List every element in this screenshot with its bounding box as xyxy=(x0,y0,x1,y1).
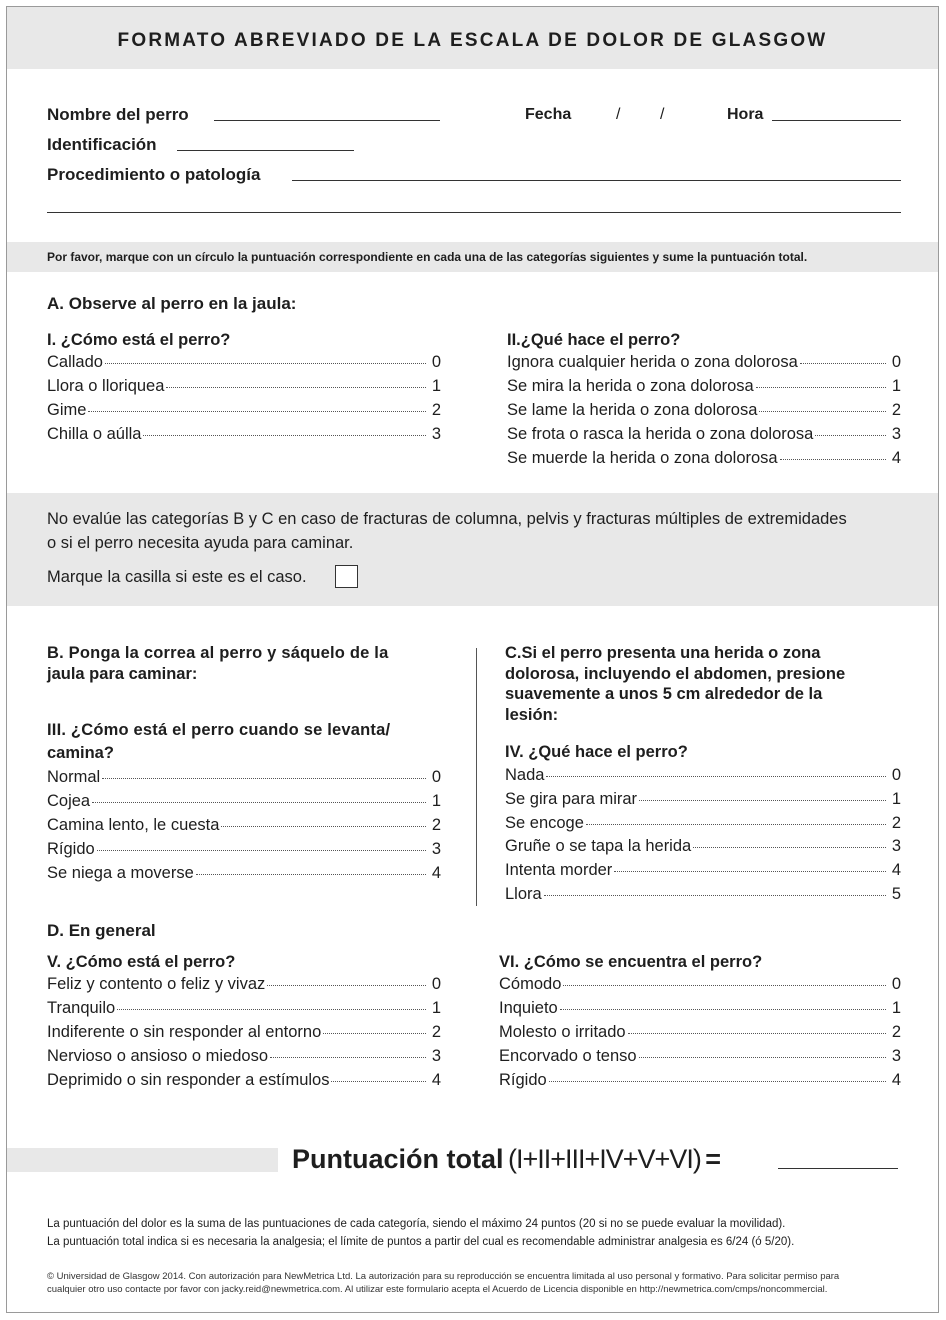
column-divider xyxy=(476,648,477,906)
list-item[interactable]: Cómodo 0 xyxy=(499,975,901,993)
q1-title: I. ¿Cómo está el perro? xyxy=(47,331,231,349)
list-item[interactable]: Se mira la herida o zona dolorosa 1 xyxy=(507,377,901,395)
list-item[interactable]: Rígido 4 xyxy=(499,1071,901,1089)
total-field[interactable] xyxy=(778,1168,898,1169)
list-item[interactable]: Camina lento, le cuesta 2 xyxy=(47,816,441,834)
section-c-title-line2: dolorosa, incluyendo el abdomen, presione xyxy=(505,665,846,683)
list-item[interactable]: Nada 0 xyxy=(505,766,901,784)
section-d-title: D. En general xyxy=(47,921,156,940)
date-label: Fecha xyxy=(525,106,572,123)
exclusion-note-line1: No evalúe las categorías B y C en caso de fracturas de columna, pelvis y fracturas múltiples de extremidades xyxy=(47,510,847,528)
section-c-title-line4: lesión: xyxy=(505,706,559,724)
footer-note-1: La puntuación del dolor es la suma de las puntuaciones de cada categoría, siendo el máximo 24 puntos (20 si no se puede evaluar la movilidad). xyxy=(47,1218,786,1230)
form-title: FORMATO ABREVIADO DE LA ESCALA DE DOLOR DE GLASGOW xyxy=(117,30,828,51)
procedure-field[interactable] xyxy=(292,180,901,181)
q3-title-line2: camina? xyxy=(47,744,114,762)
exclusion-checkbox[interactable] xyxy=(335,565,358,588)
total-band xyxy=(7,1148,278,1172)
q4-title: IV. ¿Qué hace el perro? xyxy=(505,743,688,761)
list-item[interactable]: Gruñe o se tapa la herida 3 xyxy=(505,837,901,855)
list-item[interactable]: Intenta morder 4 xyxy=(505,861,901,879)
q5-title: V. ¿Cómo está el perro? xyxy=(47,953,236,971)
total-equals: = xyxy=(705,1144,722,1174)
list-item[interactable]: Se encoge 2 xyxy=(505,814,901,832)
q6-title: VI. ¿Cómo se encuentra el perro? xyxy=(499,953,763,971)
dog-name-label: Nombre del perro xyxy=(47,105,189,124)
section-c-title: C.Si el perro presenta una herida o zona xyxy=(505,644,821,662)
id-field[interactable] xyxy=(177,150,354,151)
time-label: Hora xyxy=(727,106,764,123)
list-item[interactable]: Normal 0 xyxy=(47,768,441,786)
list-item[interactable]: Gime 2 xyxy=(47,401,441,419)
list-item[interactable]: Cojea 1 xyxy=(47,792,441,810)
time-field[interactable] xyxy=(772,120,901,121)
total-formula: (I+II+III+IV+V+VI) xyxy=(507,1144,701,1174)
q3-title: III. ¿Cómo está el perro cuando se levanta/ xyxy=(47,721,391,739)
footer-note-2: La puntuación total indica si es necesaria la analgesia; el límite de puntos a partir del cual es recomendable administrar analgesia es 6/24 (ó 5/20). xyxy=(47,1236,795,1248)
id-label: Identificación xyxy=(47,135,157,154)
copyright-line-2: cualquier otro uso contacte por favor con jacky.reid@newmetrica.com. Al utilizar este formulario acepta el Acuerdo de Licencia disponible en http://newmetrica.com/cmps/noncommercial. xyxy=(47,1284,828,1295)
list-item[interactable]: Ignora cualquier herida o zona dolorosa 0 xyxy=(507,353,901,371)
list-item[interactable]: Llora 5 xyxy=(505,885,901,903)
list-item[interactable]: Se gira para mirar 1 xyxy=(505,790,901,808)
list-item[interactable]: Nervioso o ansioso o miedoso 3 xyxy=(47,1047,441,1065)
date-separator: / xyxy=(616,106,621,123)
section-b-title-line2: jaula para caminar: xyxy=(47,665,198,683)
dog-name-field[interactable] xyxy=(214,120,440,121)
list-item[interactable]: Se frota o rasca la herida o zona dolorosa 3 xyxy=(507,425,901,443)
instructions: Por favor, marque con un círculo la puntuación correspondiente en cada una de las categorías siguientes y sume la puntuación total. xyxy=(47,250,808,264)
section-a-title: A. Observe al perro en la jaula: xyxy=(47,294,297,313)
list-item[interactable]: Feliz y contento o feliz y vivaz 0 xyxy=(47,975,441,993)
exclusion-checkbox-label: Marque la casilla si este es el caso. xyxy=(47,568,307,586)
q2-title: II.¿Qué hace el perro? xyxy=(507,331,681,349)
section-c-title-line3: suavemente a unos 5 cm alrededor de la xyxy=(505,685,823,703)
list-item[interactable]: Se niega a moverse 4 xyxy=(47,864,441,882)
list-item[interactable]: Callado 0 xyxy=(47,353,441,371)
exclusion-note-line2: o si el perro necesita ayuda para caminar. xyxy=(47,534,354,552)
list-item[interactable]: Inquieto 1 xyxy=(499,999,901,1017)
copyright-line-1: © Universidad de Glasgow 2014. Con autorización para NewMetrica Ltd. La autorización para su reproducción se encuentra limitada al uso personal y formativo. Para solicitar permiso para xyxy=(47,1271,840,1282)
list-item[interactable]: Indiferente o sin responder al entorno 2 xyxy=(47,1023,441,1041)
date-separator: / xyxy=(660,106,665,123)
list-item[interactable]: Llora o lloriquea 1 xyxy=(47,377,441,395)
section-b-title: B. Ponga la correa al perro y sáquelo de la xyxy=(47,644,389,662)
procedure-field-line2[interactable] xyxy=(47,212,901,213)
list-item[interactable]: Se lame la herida o zona dolorosa 2 xyxy=(507,401,901,419)
total-label: Puntuación total xyxy=(292,1144,504,1174)
list-item[interactable]: Chilla o aúlla 3 xyxy=(47,425,441,443)
list-item[interactable]: Rígido 3 xyxy=(47,840,441,858)
list-item[interactable]: Deprimido o sin responder a estímulos 4 xyxy=(47,1071,441,1089)
list-item[interactable]: Se muerde la herida o zona dolorosa 4 xyxy=(507,449,901,467)
total-score xyxy=(292,1144,721,1175)
procedure-label: Procedimiento o patología xyxy=(47,165,261,184)
list-item[interactable]: Molesto o irritado 2 xyxy=(499,1023,901,1041)
list-item[interactable]: Encorvado o tenso 3 xyxy=(499,1047,901,1065)
list-item[interactable]: Tranquilo 1 xyxy=(47,999,441,1017)
